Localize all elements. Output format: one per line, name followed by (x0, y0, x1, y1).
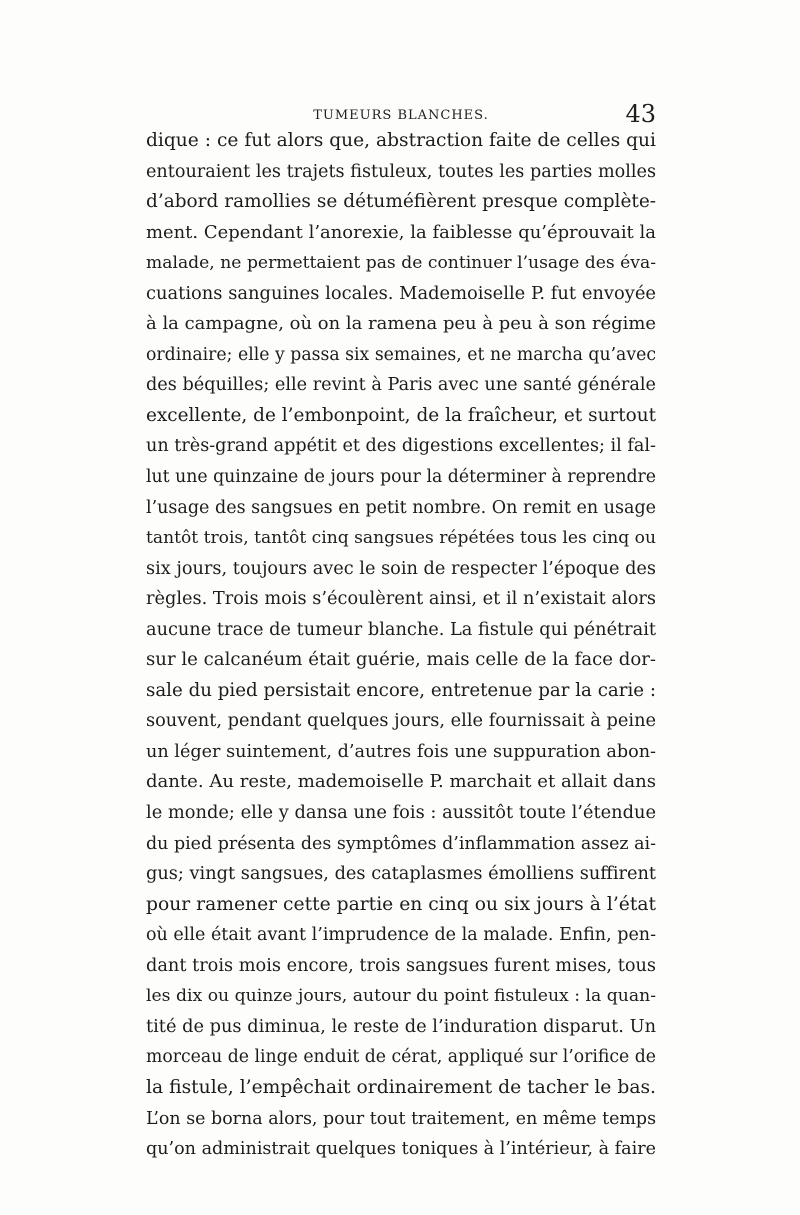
text-line: le monde; elle y dansa une fois : aussitôt toute l’étendue (146, 802, 656, 824)
text-line: qu’on administrait quelques toniques à l’intérieur, à faire (146, 1139, 656, 1160)
text-line: morceau de linge enduit de cérat, appliqué sur l’orifice de (146, 1047, 656, 1068)
text-line: aucune trace de tumeur blanche. La fistule qui pénétrait (146, 619, 656, 640)
text-line: ordinaire; elle y passa six semaines, et ne marcha qu’avec (146, 344, 656, 365)
text-line: tantôt trois, tantôt cinq sangsues répétées tous les cinq ou (146, 528, 656, 549)
text-line: gus; vingt sangsues, des cataplasmes émolliens suffirent (146, 864, 656, 885)
text-line: des béquilles; elle revint à Paris avec une santé générale (146, 375, 656, 396)
text-line: malade, ne permettaient pas de continuer l’usage des éva- (146, 253, 656, 274)
text-line: où elle était avant l’imprudence de la malade. Enfin, pen- (146, 925, 656, 946)
text-line: à la campagne, où on la ramena peu à peu à son régime (146, 313, 656, 335)
text-line: règles. Trois mois s’écoulèrent ainsi, et il n’existait alors (146, 589, 656, 610)
text-line: les dix ou quinze jours, autour du point fistuleux : la quan- (146, 986, 656, 1007)
text-line: excellente, de l’embonpoint, de la fraîcheur, et surtout (146, 404, 656, 426)
text-line: souvent, pendant quelques jours, elle fournissait à peine (146, 711, 656, 732)
text-line: un léger suintement, d’autres fois une suppuration abon- (146, 741, 656, 762)
text-line: la fistule, l’empêchait ordinairement de tacher le bas. (146, 1076, 656, 1098)
text-line: ment. Cependant l’anorexie, la faiblesse qu’éprouvait la (146, 221, 656, 243)
text-line: du pied présenta des symptômes d’inflammation assez ai- (146, 833, 656, 854)
text-line: lut une quinzaine de jours pour la déterminer à reprendre (146, 467, 656, 488)
text-line: sale du pied persistait encore, entretenue par la carie : (146, 679, 656, 701)
text-line: six jours, toujours avec le soin de respecter l’époque des (146, 558, 656, 579)
page-number: 43 (625, 100, 656, 128)
text-line: d’abord ramollies se détuméfièrent presque complète- (146, 191, 656, 213)
text-line: tité de pus diminua, le reste de l’induration disparut. Un (146, 1016, 656, 1037)
text-line: dant trois mois encore, trois sangsues furent mises, tous (146, 955, 656, 976)
body-text (146, 126, 656, 1165)
text-line: pour ramener cette partie en cinq ou six jours à l’état (146, 893, 656, 915)
running-title: TUMEURS BLANCHES. (313, 108, 489, 123)
text-line: entouraient les trajets fistuleux, toutes les parties molles (146, 161, 656, 182)
text-line: dante. Au reste, mademoiselle P. marchait et allait dans (146, 771, 656, 793)
text-line: L’on se borna alors, pour tout traitement, en même temps (146, 1108, 656, 1129)
text-line: un très-grand appétit et des digestions excellentes; il fal- (146, 436, 656, 457)
text-line: cuations sanguines locales. Mademoiselle P. fut envoyée (146, 282, 656, 304)
text-line: l’usage des sangsues en petit nombre. On remit en usage (146, 497, 656, 518)
text-line: dique : ce fut alors que, abstraction faite de celles qui (146, 130, 656, 151)
text-line: sur le calcanéum était guérie, mais celle de la face dor- (146, 649, 656, 671)
